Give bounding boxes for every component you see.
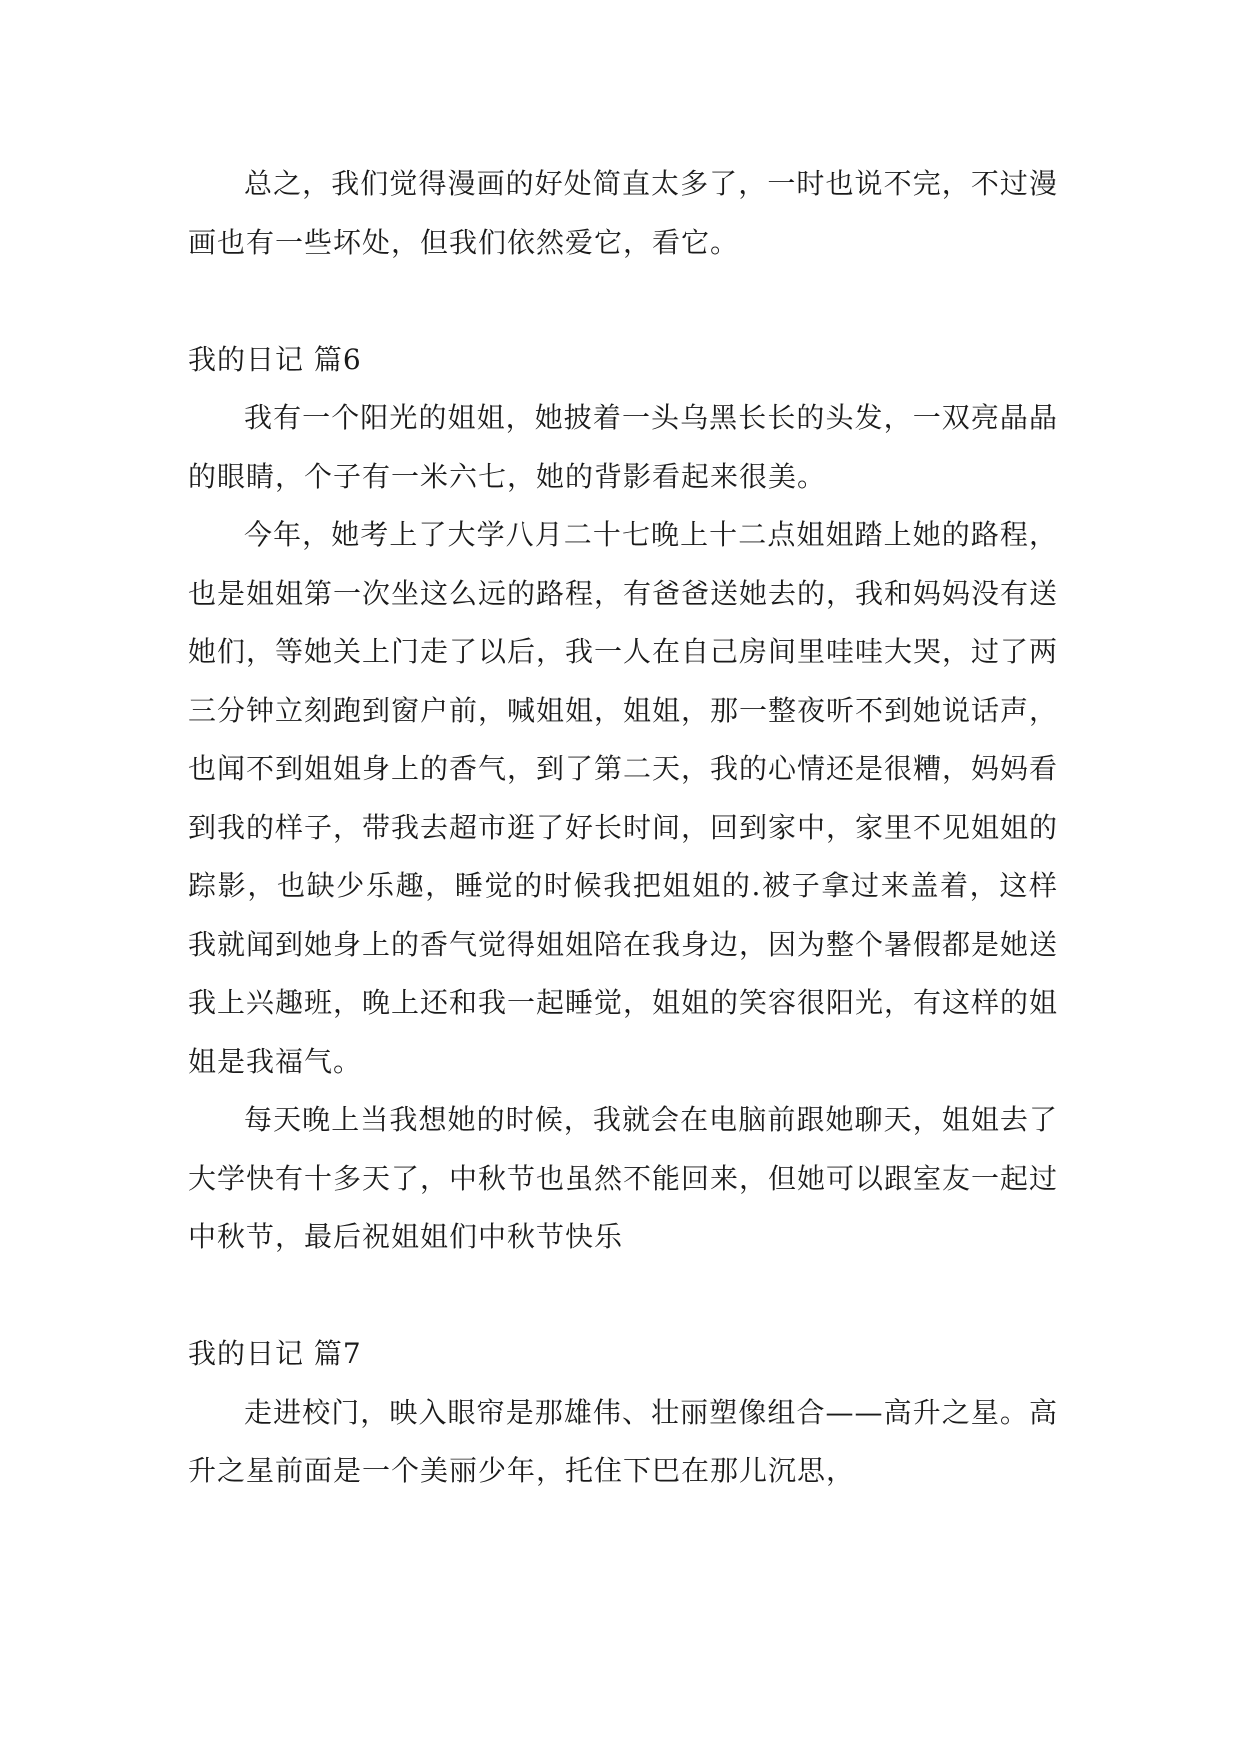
- section-heading-7: 我的日记 篇7: [188, 1337, 362, 1370]
- paragraph-comics-summary: 总之，我们觉得漫画的好处简直太多了，一时也说不完，不过漫画也有一些坏处，但我们依然爱它，看它。: [188, 167, 1058, 259]
- paragraph-sister-description: 我有一个阳光的姐姐，她披着一头乌黑长长的头发，一双亮晶晶的眼睛，个子有一米六七，她的背影看起来很美。: [188, 401, 1058, 493]
- paragraph-sister-leaving: 今年，她考上了大学八月二十七晚上十二点姐姐踏上她的路程，也是姐姐第一次坐这么远的路程，有爸爸送她去的，我和妈妈没有送她们，等她关上门走了以后，我一人在自己房间里哇哇大哭，过了两三分钟立刻跑到窗户前，喊姐姐，姐姐，那一整夜听不到她说话声，也闻不到姐姐身上的香气，到了第二天，我的心情还是很糟，妈妈看到我的样子，带我去超市逛了好长时间，回到家中，家里不见姐姐的踪影，也缺少乐趣，睡觉的时候我把姐姐的.被子拿过来盖着，这样我就闻到她身上的香气觉得姐姐陪在我身边，因为整个暑假都是她送我上兴趣班，晚上还和我一起睡觉，姐姐的笑容很阳光，有这样的姐姐是我福气。: [188, 518, 1059, 1078]
- paragraph-school-gate: 走进校门，映入眼帘是那雄伟、壮丽塑像组合——高升之星。高升之星前面是一个美丽少年，托住下巴在那儿沉思，: [188, 1395, 1058, 1487]
- paragraph-missing-sister: 每天晚上当我想她的时候，我就会在电脑前跟她聊天，姐姐去了大学快有十多天了，中秋节也虽然不能回来，但她可以跟室友一起过中秋节，最后祝姐姐们中秋节快乐: [188, 1103, 1059, 1253]
- section-gap: [188, 272, 1058, 331]
- section-heading-6: 我的日记 篇6: [188, 342, 362, 376]
- section-gap: [188, 1267, 1058, 1326]
- document-body: [188, 155, 1058, 1501]
